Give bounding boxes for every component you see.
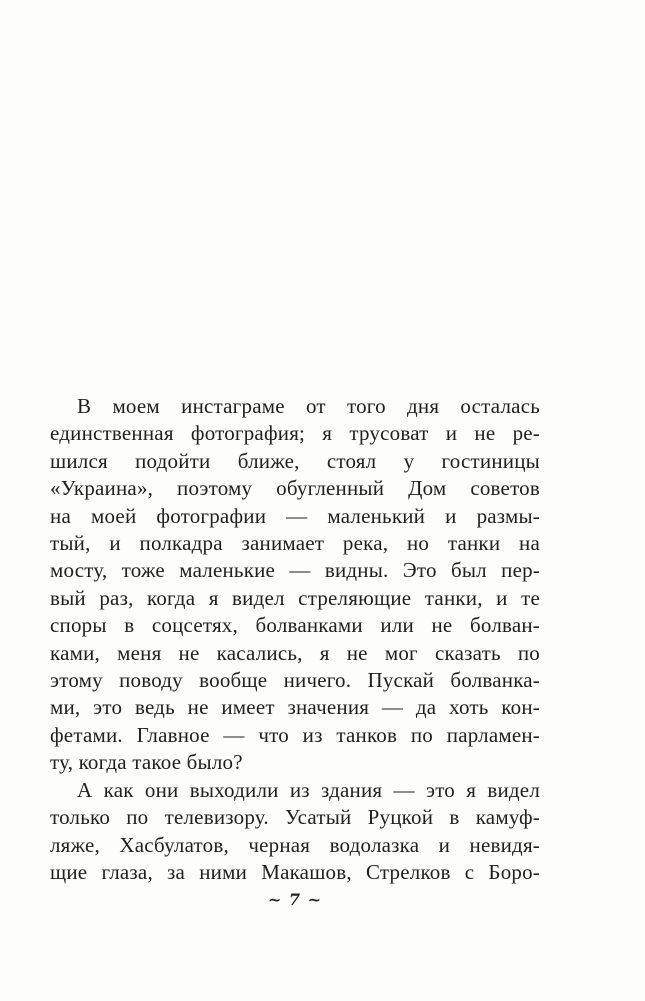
- text-line: ками, меня не касались, я не мог сказать по: [50, 640, 540, 665]
- text-line: только по телевизору. Усатый Руцкой в камуф-: [50, 805, 540, 830]
- text-line: В моем инстаграме от того дня осталась: [77, 394, 540, 418]
- text-line: споры в соцсетях, болванками или не болван-: [50, 613, 540, 638]
- page-number: ~ 7 ~: [267, 890, 323, 909]
- text-line: на моей фотографии — маленький и размы-: [50, 503, 540, 528]
- text-line: «Украина», поэтому обугленный Дом советов: [50, 476, 540, 501]
- text-line: мосту, тоже маленькие — видны. Это был пер-: [50, 558, 540, 583]
- text-line: тый, и полкадра занимает река, но танки на: [50, 531, 540, 556]
- text-line: фетами. Главное — что из танков по парламен-: [50, 722, 540, 747]
- text-line: А как они выходили из здания — это я видел: [77, 777, 540, 802]
- text-line: единственная фотография; я трусоват и не ре-: [50, 421, 540, 446]
- page-text: [50, 393, 540, 886]
- text-line: ляже, Хасбулатов, черная водолазка и невидя-: [50, 832, 540, 857]
- text-line: ту, когда такое было?: [50, 750, 243, 775]
- text-line: ми, это ведь не имеет значения — да хоть кон-: [50, 695, 540, 720]
- text-line: вый раз, когда я видел стреляющие танки, и те: [50, 585, 540, 610]
- text-line: этому поводу вообще ничего. Пускай болванка-: [50, 668, 540, 693]
- text-line: щие глаза, за ними Макашов, Стрелков с Боро-: [50, 859, 540, 884]
- text-line: шился подойти ближе, стоял у гостиницы: [50, 448, 540, 473]
